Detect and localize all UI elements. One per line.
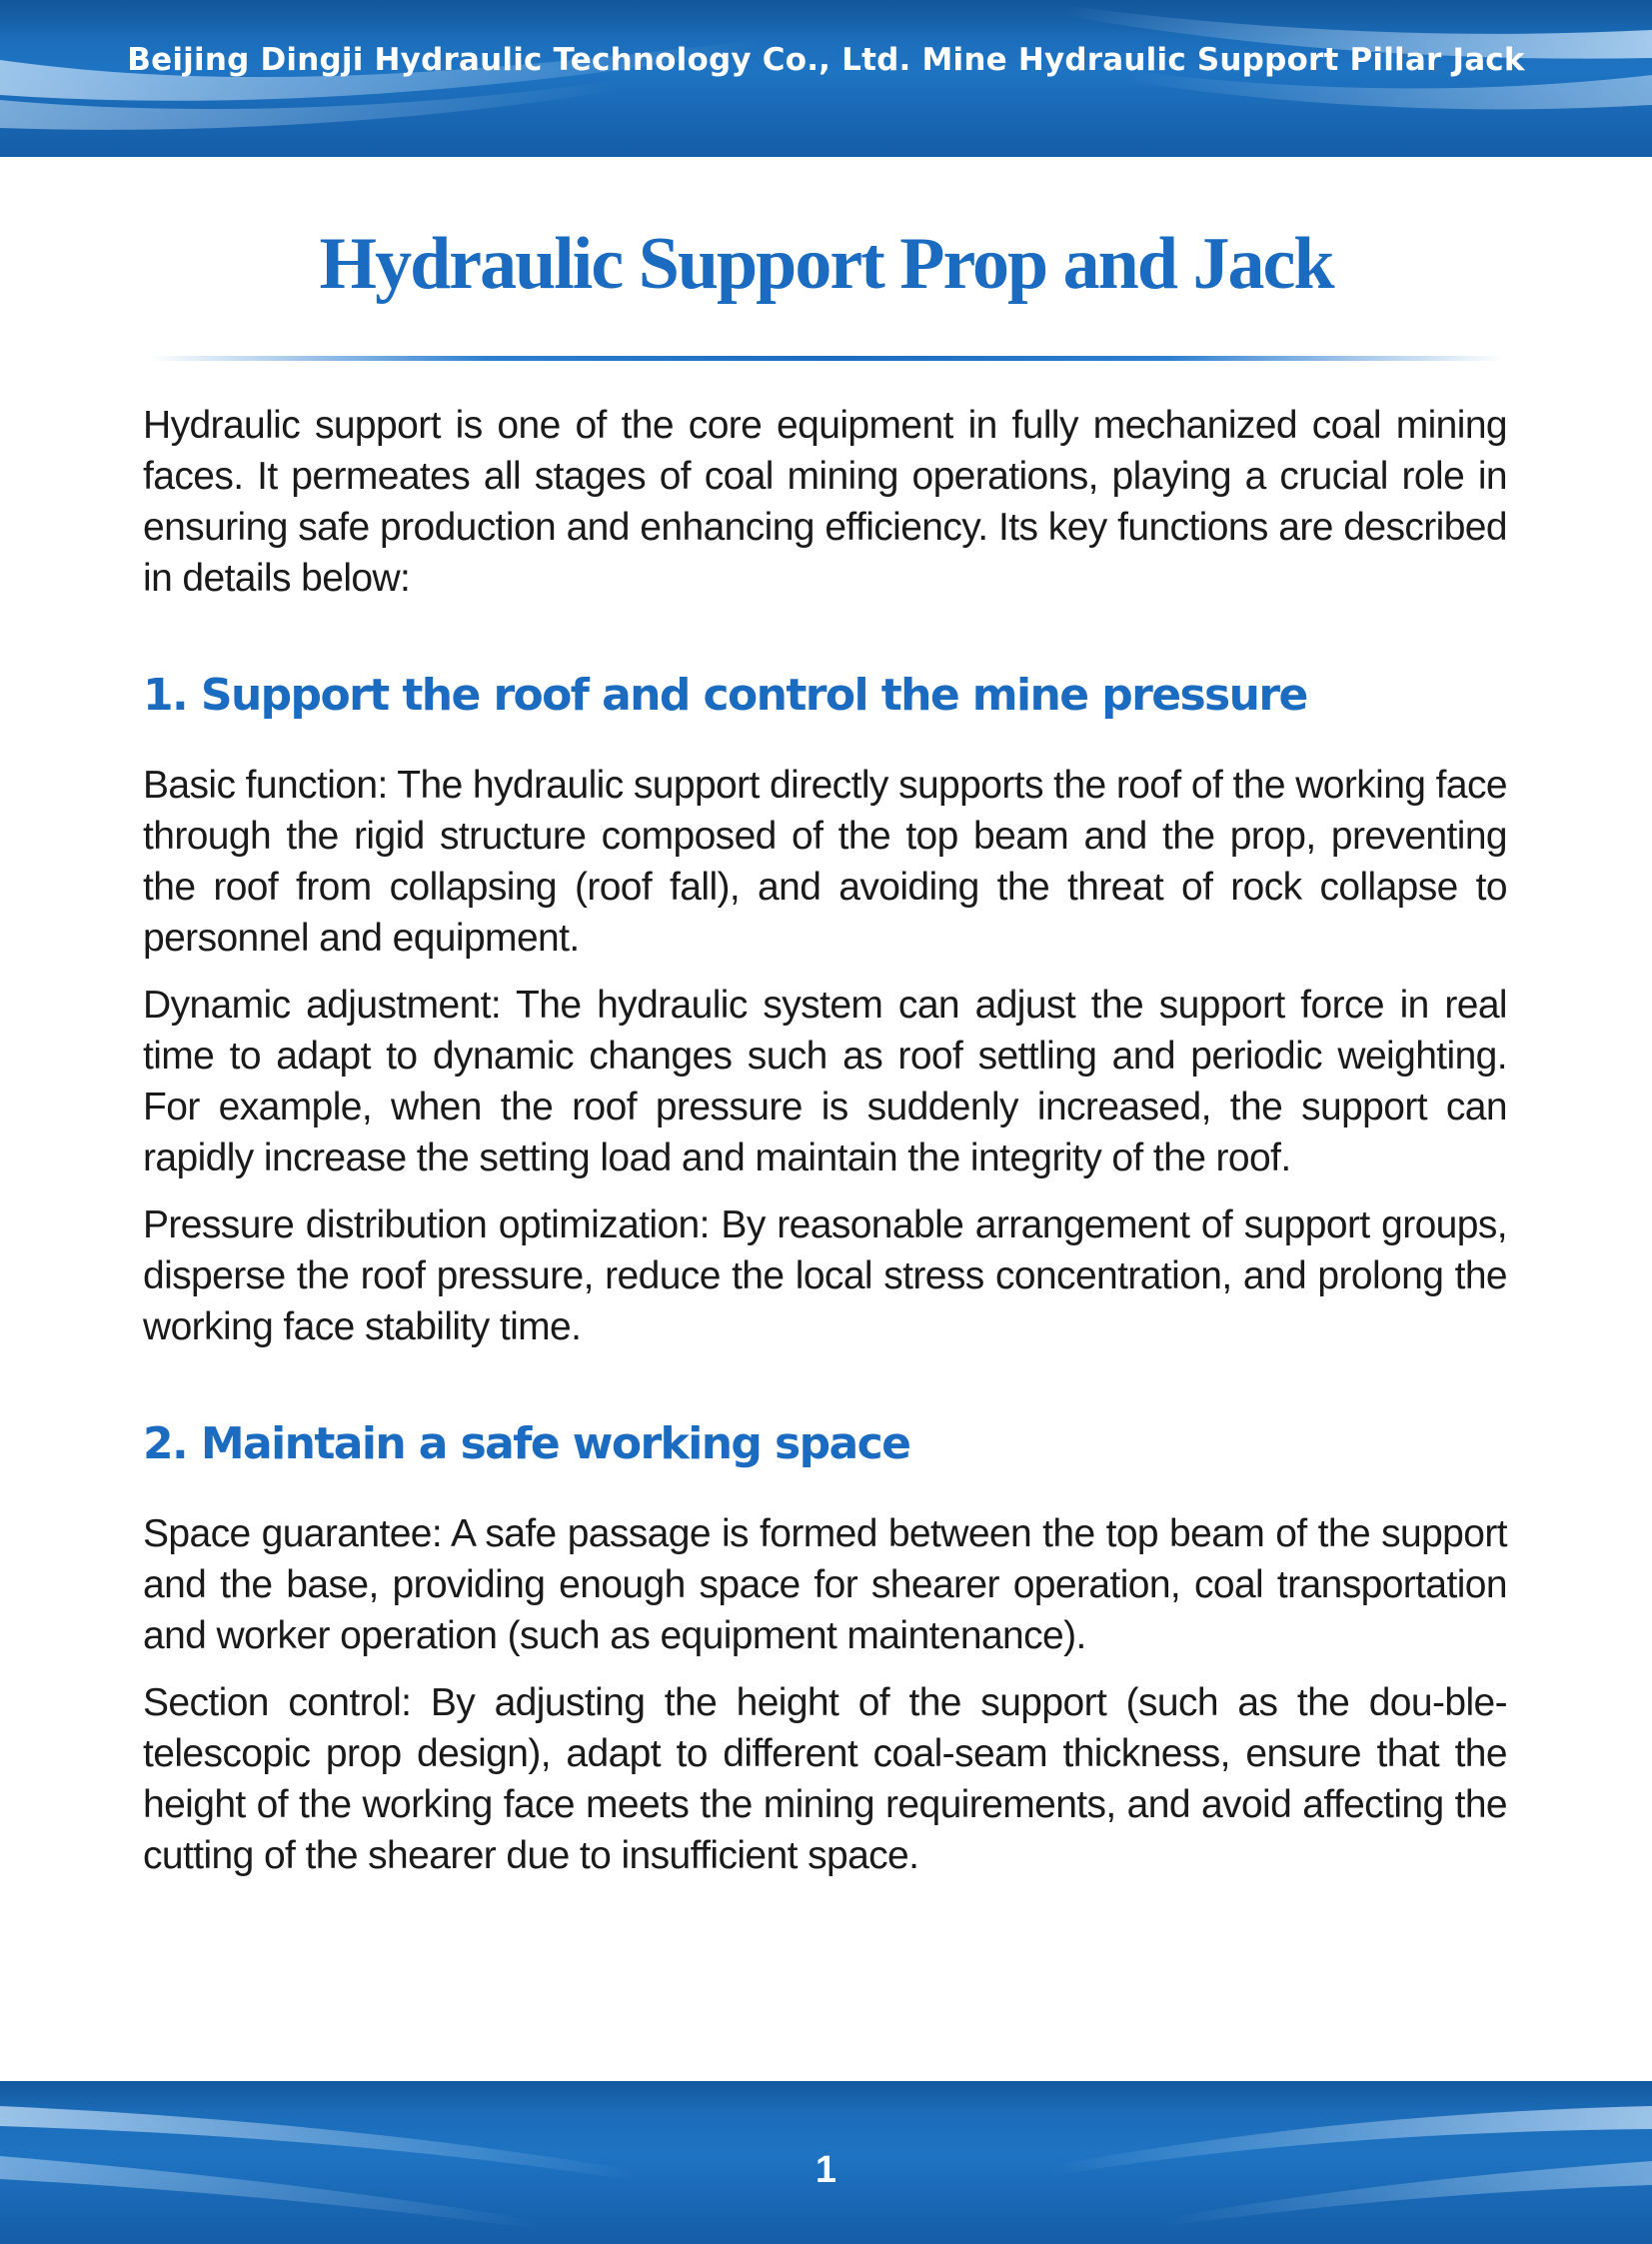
paragraph-dynamic-adjustment: Dynamic adjustment: The hydraulic system can adjust the support force in real time to adapt to dynamic changes such as roof settling and periodic weighting. For example, when the roof pressure is suddenly increased, the support can rapidly increase the setting load and maintain the integrity of the roof. [143,984,1507,1179]
section-heading: 1. Support the roof and control the mine pressure [143,670,1307,721]
intro-paragraph: Hydraulic support is one of the core equipment in fully mechanized coal mining faces. It permeates all stages of coal mining operations, playing a crucial role in ensuring safe production and enhancing efficiency. Its key functions are described in details below: [143,404,1507,600]
section-roof-support [143,668,1507,1352]
paragraph-section-control: Section control: By adjusting the height of the support (such as the dou-ble-telescopic prop design), adapt to different coal-seam thickness, ensure that the height of the working face meets the mining requirements, and avoid affecting the cutting of the shearer due to insufficient space. [143,1681,1507,1877]
title-divider [150,356,1504,361]
section-safe-working-space [143,1416,1507,1881]
page-title: Hydraulic Support Prop and Jack [319,223,1333,305]
section-heading: 2. Maintain a safe working space [143,1418,910,1469]
paragraph-space-guarantee: Space guarantee: A safe passage is formed between the top beam of the support and the base, providing enough space for shearer operation, coal transportation and worker operation (such as equipment maintenance). [143,1512,1507,1657]
main-content [143,400,1507,1945]
header-title: Beijing Dingji Hydraulic Technology Co., Ltd. Mine Hydraulic Support Pillar Jack [127,42,1525,78]
page-number: 1 [815,2149,837,2191]
header-banner [0,0,1652,157]
header-wave-decoration [0,0,1652,157]
paragraph-pressure-distribution: Pressure distribution optimization: By reasonable arrangement of support groups, disperse the roof pressure, reduce the local stress concentration, and prolong the working face stability time. [143,1203,1507,1348]
paragraph-basic-function: Basic function: The hydraulic support directly supports the roof of the working face through the rigid structure composed of the top beam and the prop, preventing the roof from collapsing (roof fall), and avoiding the threat of rock collapse to personnel and equipment. [143,764,1507,960]
